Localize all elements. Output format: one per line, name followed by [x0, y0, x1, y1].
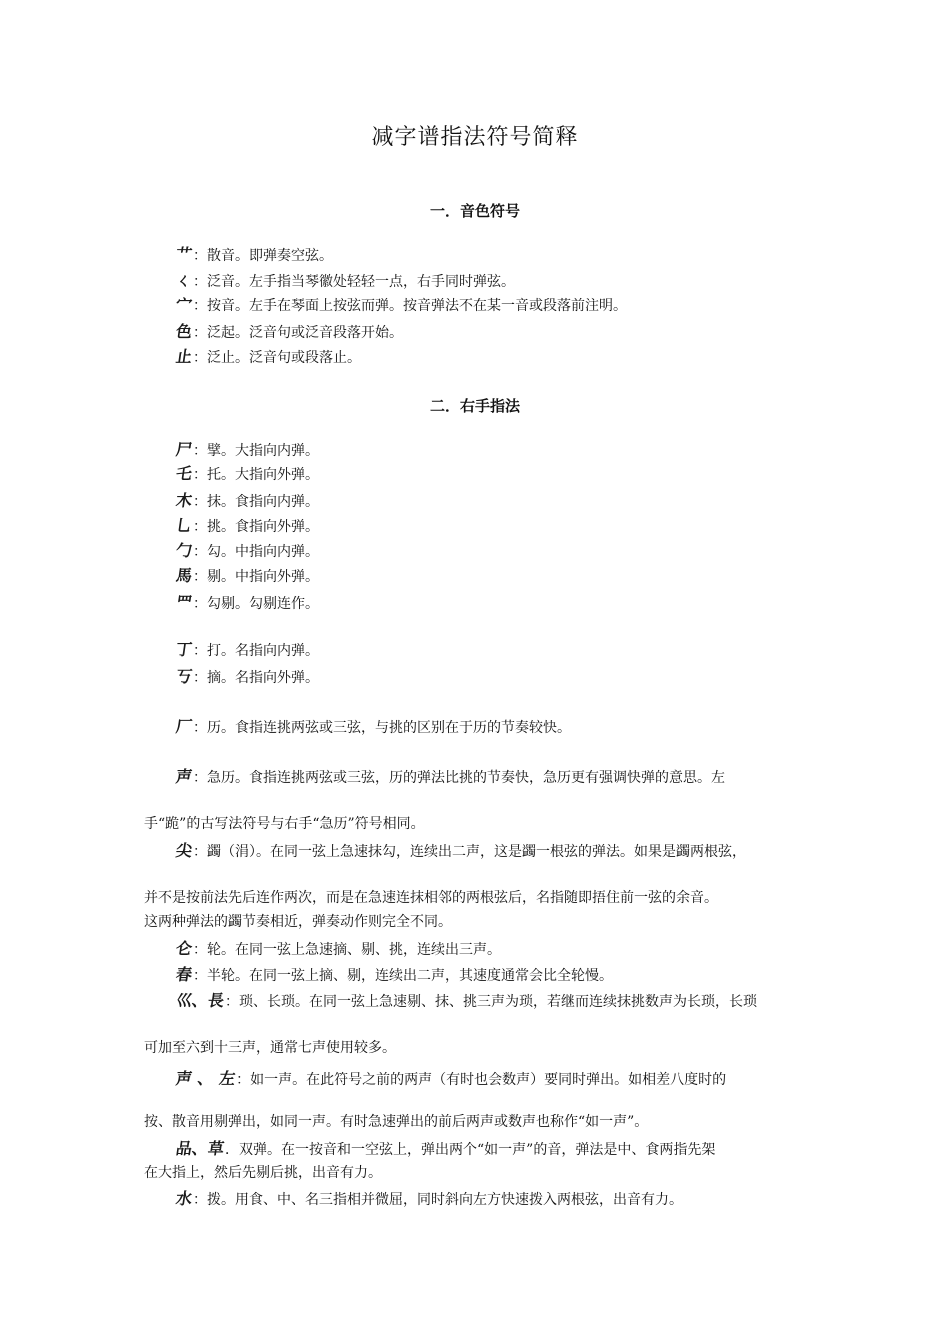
suo-symbol: 巛、長: [174, 991, 226, 1010]
fan-zhi-symbol: 止: [174, 347, 194, 366]
paragraph-ruyi-line-2: 按、散音用剔弹出，如同一声。有时急速弹出的前后两声或数声也称作“如一声”。: [144, 1114, 649, 1130]
entry-text: ：拨。用食、中、名三指相并微屈，同时斜向左方快速拨入两根弦，出音有力。: [193, 1192, 684, 1208]
ru-yi-sheng-symbol: 声 、 左: [174, 1069, 237, 1088]
entry-text: ：泛音。左手指当琴徽处轻轻一点，右手同时弹弦。: [193, 274, 516, 290]
entry-text: ：轮。在同一弦上急速摘、剔、挑，连续出三声。: [193, 942, 502, 958]
paragraph-suo-line-1: [176, 992, 820, 1011]
zhai-symbol: 丂: [174, 667, 194, 686]
shuang-tan-symbol: 品、草: [174, 1139, 226, 1158]
san-yin-symbol: 艹: [174, 245, 194, 264]
fan-yin-symbol: ㄑ: [174, 271, 194, 290]
paragraph-bo: [176, 1190, 820, 1209]
section-heading-timbre: 一．音色符号: [429, 202, 520, 220]
right-hand-entry-tuo: [176, 465, 820, 484]
entry-text: ：擘。大指向内弹。: [193, 443, 320, 459]
entry-text: ：托。大指向外弹。: [193, 467, 320, 483]
timbre-entry-fanqi: [176, 323, 820, 342]
entry-text: ：勾剔。勾剔连作。: [193, 596, 320, 612]
bo-symbol: 尸: [174, 440, 194, 459]
right-hand-entry-ti: [176, 567, 820, 586]
right-hand-entry-tiao: [176, 517, 820, 536]
juan-symbol: 尖: [174, 841, 194, 860]
timbre-entry-san: [176, 246, 820, 265]
gou-symbol: 勹: [174, 541, 194, 560]
paragraph-jili-line-1: [176, 768, 820, 787]
paragraph-juan-line-2: 并不是按前法先后连作两次，而是在急速连抹相邻的两根弦后，名指随即捂住前一弦的余音。: [144, 890, 718, 906]
paragraph-shuang-line-1: [176, 1140, 820, 1159]
right-hand-entry-zhai: [176, 668, 820, 687]
entry-text: ：抹。食指向内弹。: [193, 494, 320, 510]
da-symbol: 丁: [174, 640, 194, 659]
entry-text: ：泛止。泛音句或段落止。: [193, 350, 362, 366]
entry-text: ：摘。名指向外弹。: [193, 670, 320, 686]
right-hand-entry-bo: [176, 441, 820, 460]
entry-text: ：泛起。泛音句或泛音段落开始。: [193, 325, 404, 341]
right-hand-entry-gou: [176, 542, 820, 561]
fan-qi-symbol: 色: [174, 322, 194, 341]
ji-li-symbol: 声: [174, 767, 194, 786]
entry-text: ：散音。即弹奏空弦。: [193, 248, 334, 264]
tuo-symbol: 乇: [174, 464, 194, 483]
timbre-entry-fanzhi: [176, 348, 820, 367]
page-title: 减字谱指法符号简释: [371, 125, 579, 150]
entry-text: ：剔。中指向外弹。: [193, 569, 320, 585]
entry-text: ：半轮。在同一弦上摘、剔，连续出二声，其速度通常会比全轮慢。: [193, 968, 614, 984]
entry-text: ．双弹。在一按音和一空弦上，弹出两个“如一声”的音，弹法是中、食两指先架: [225, 1142, 716, 1158]
paragraph-lun: [176, 940, 820, 959]
section-heading-right-hand: 二．右手指法: [429, 397, 520, 415]
entry-text: ：打。名指向内弹。: [193, 643, 320, 659]
an-yin-symbol: 宀: [174, 295, 194, 314]
timbre-entry-fan: [176, 272, 820, 291]
timbre-entry-an: [176, 296, 820, 315]
paragraph-shuang-line-2: 在大指上，然后先剔后挑，出音有力。: [144, 1165, 382, 1181]
bo-pluck-symbol: 水: [174, 1189, 194, 1208]
mo-symbol: 木: [174, 491, 194, 510]
lun-symbol: 仑: [174, 939, 194, 958]
entry-text: ：琐、长琐。在同一弦上急速剔、抹、挑三声为琐，若继而连续抹挑数声为长琐，长琐: [225, 994, 758, 1010]
entry-text: ：勾。中指向内弹。: [193, 544, 320, 560]
gou-ti-symbol: 罒: [174, 593, 194, 612]
entry-text: ：蠲（涓）。在同一弦上急速抹勾，连续出二声，这是蠲一根弦的弹法。如果是蠲两根弦，: [193, 844, 747, 860]
paragraph-banlun: [176, 966, 820, 985]
ban-lun-symbol: 春: [174, 965, 194, 984]
paragraph-jili-line-2: 手“跪”的古写法符号与右手“急历”符号相同。: [144, 816, 425, 832]
tiao-symbol: 乚: [174, 516, 194, 535]
entry-text: ：历。食指连挑两弦或三弦，与挑的区别在于历的节奏较快。: [193, 720, 572, 736]
right-hand-entry-li: [176, 718, 820, 737]
paragraph-juan-line-3: 这两种弹法的蠲节奏相近，弹奏动作则完全不同。: [144, 914, 452, 930]
li-symbol: 厂: [174, 717, 194, 736]
right-hand-entry-gouti: [176, 594, 820, 613]
paragraph-suo-line-2: 可加至六到十三声，通常七声使用较多。: [144, 1040, 396, 1056]
entry-text: ：按音。左手在琴面上按弦而弹。按音弹法不在某一音或段落前注明。: [193, 298, 628, 314]
paragraph-ruyi-line-1: [176, 1070, 820, 1089]
ti-symbol: 馬: [174, 566, 194, 585]
right-hand-entry-mo: [176, 492, 820, 511]
entry-text: ：急历。食指连挑两弦或三弦，历的弹法比挑的节奏快，急历更有强调快弹的意思。左: [193, 770, 726, 786]
paragraph-juan-line-1: [176, 842, 820, 861]
entry-text: ：如一声。在此符号之前的两声（有时也会数声）要同时弹出。如相差八度时的: [236, 1072, 727, 1088]
entry-text: ：挑。食指向外弹。: [193, 519, 320, 535]
right-hand-entry-da: [176, 641, 820, 660]
